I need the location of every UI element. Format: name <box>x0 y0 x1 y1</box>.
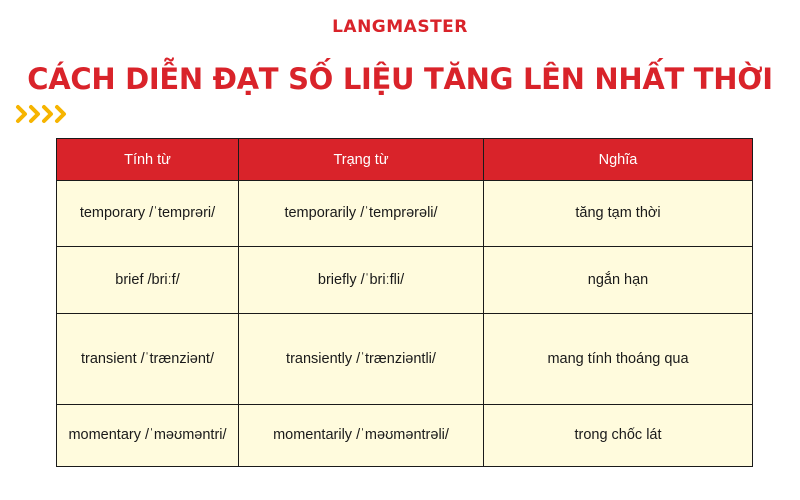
table-header-row <box>57 139 753 181</box>
adverb-cell: temporarily /ˈtemprərəli/ <box>239 181 484 247</box>
table-row <box>57 181 753 247</box>
table-row <box>57 247 753 314</box>
adverb-cell: transiently /ˈtrænziəntli/ <box>239 314 484 405</box>
adjective-cell: temporary /ˈtemprəri/ <box>57 181 239 247</box>
meaning-cell: tăng tạm thời <box>484 181 753 247</box>
header-adverb: Trạng từ <box>239 139 484 181</box>
adverb-cell: briefly /ˈbriːfli/ <box>239 247 484 314</box>
table-row <box>57 405 753 467</box>
meaning-cell: mang tính thoáng qua <box>484 314 753 405</box>
header-meaning: Nghĩa <box>484 139 753 181</box>
chevron-arrows-icon <box>14 103 74 125</box>
adjective-cell: transient /ˈtrænziənt/ <box>57 314 239 405</box>
meaning-cell: ngắn hạn <box>484 247 753 314</box>
adjective-cell: momentary /ˈməʊməntri/ <box>57 405 239 467</box>
page-title: CÁCH DIỄN ĐẠT SỐ LIỆU TĂNG LÊN NHẤT THỜI <box>27 62 773 96</box>
vocabulary-table <box>56 138 753 467</box>
brand-logo: LANGMASTER <box>332 17 468 37</box>
meaning-cell: trong chốc lát <box>484 405 753 467</box>
table-row <box>57 314 753 405</box>
adverb-cell: momentarily /ˈməʊməntrəli/ <box>239 405 484 467</box>
adjective-cell: brief /briːf/ <box>57 247 239 314</box>
header-adjective: Tính từ <box>57 139 239 181</box>
